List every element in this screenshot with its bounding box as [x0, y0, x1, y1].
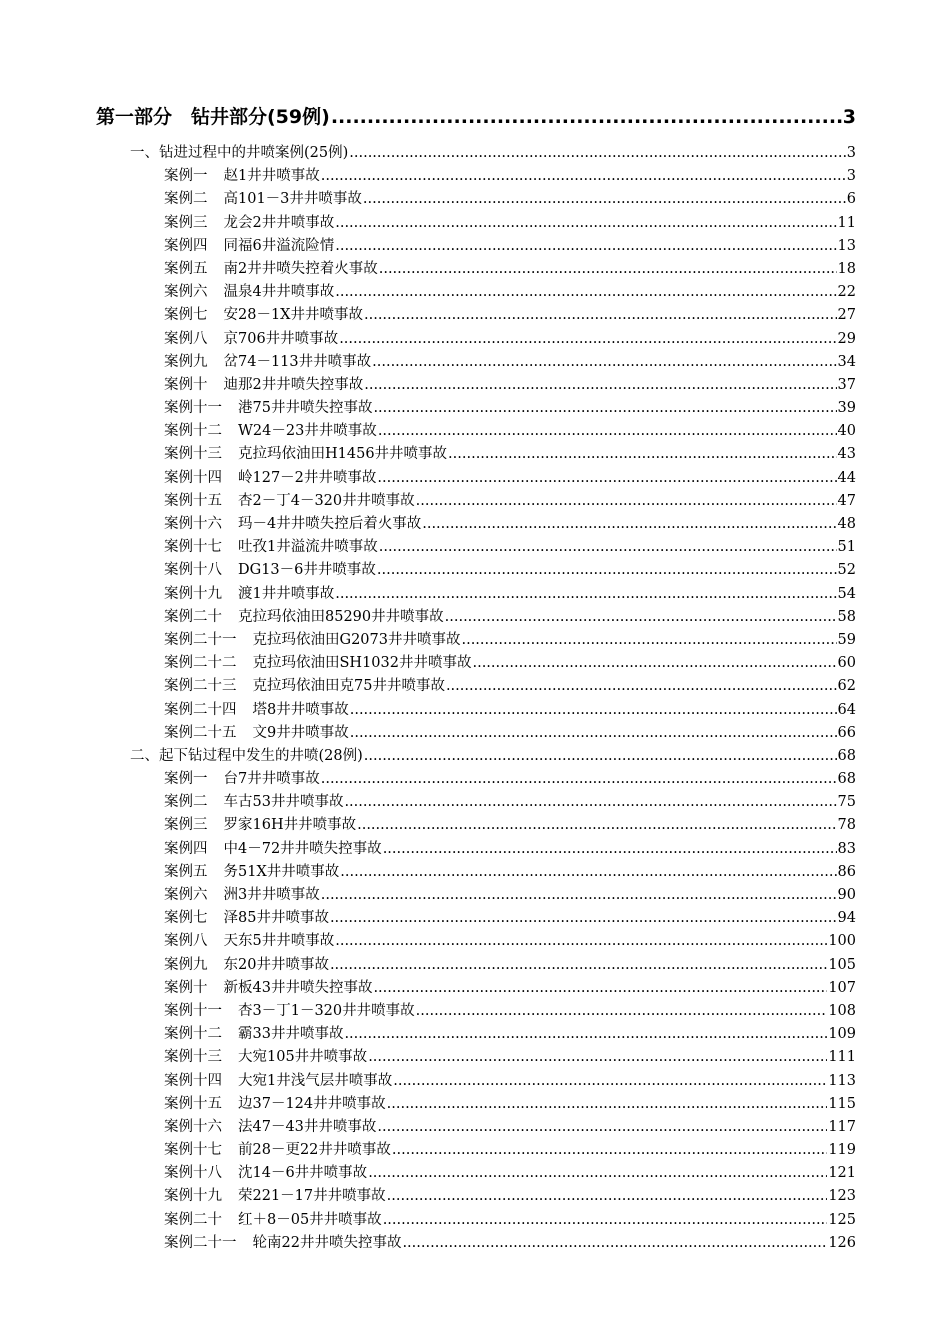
toc-case-label [164, 629, 460, 652]
toc-page-number: 60 [837, 655, 856, 672]
dot-leader [357, 814, 836, 837]
dot-leader [335, 583, 836, 606]
dot-leader [383, 1209, 828, 1232]
toc-case-number: 案例四 [164, 237, 208, 254]
toc-page-number: 113 [828, 1072, 856, 1089]
dot-leader [350, 699, 837, 722]
toc-case-label [164, 768, 320, 791]
toc-case-number: 案例二十一 [164, 1234, 237, 1251]
toc-case-entry[interactable] [96, 328, 856, 351]
toc-page-number: 75 [837, 794, 856, 811]
toc-case-label [164, 374, 363, 397]
toc-case-name: 务51X井井喷事故 [223, 863, 340, 880]
toc-case-label [164, 304, 363, 327]
toc-case-entry[interactable] [96, 1023, 856, 1046]
dot-leader [373, 977, 827, 1000]
toc-page-number: 43 [837, 446, 856, 463]
toc-case-name: 轮南22井井喷失控事故 [252, 1234, 402, 1251]
toc-case-name: 赵1井井喷事故 [223, 168, 320, 185]
toc-page-number: 44 [837, 469, 856, 486]
toc-case-number: 案例十五 [164, 492, 222, 509]
toc-case-entry[interactable] [96, 281, 856, 304]
toc-case-name: 高101－3井井喷事故 [223, 191, 362, 208]
toc-page-number: 34 [837, 353, 856, 370]
toc-case-label [164, 1139, 391, 1162]
dot-leader [387, 1185, 828, 1208]
dot-leader [363, 188, 846, 211]
toc-case-number: 案例四 [164, 840, 208, 857]
toc-case-number: 案例八 [164, 933, 208, 950]
toc-case-number: 案例九 [164, 353, 208, 370]
toc-part-label: 第一部分 钻井部分(59例) [96, 106, 330, 128]
toc-page-number: 115 [828, 1095, 856, 1112]
toc-page-number: 3 [846, 145, 856, 161]
dot-leader [368, 1046, 827, 1069]
toc-case-label [164, 188, 362, 211]
toc-case-name: 边37－124井井喷事故 [238, 1095, 386, 1112]
toc-case-name: 法47－43井井喷事故 [238, 1118, 377, 1135]
toc-case-name: 港75井井喷失控事故 [238, 400, 373, 417]
dot-leader [416, 1000, 828, 1023]
toc-case-entry[interactable] [96, 258, 856, 281]
toc-case-entry[interactable] [96, 884, 856, 907]
dot-leader [422, 513, 836, 536]
toc-page-number: 22 [837, 284, 856, 301]
toc-page-number: 48 [837, 516, 856, 532]
toc-case-name: 岭127－2井井喷事故 [238, 469, 377, 486]
toc-case-name: 塔8井井喷事故 [252, 701, 349, 718]
toc-page-number: 111 [828, 1049, 856, 1066]
toc-page-number: 52 [837, 562, 856, 579]
toc-case-name: 荣221－17井井喷事故 [238, 1188, 386, 1205]
toc-case-number: 案例七 [164, 910, 208, 927]
toc-case-entry[interactable] [96, 1070, 856, 1093]
toc-case-number: 案例十一 [164, 1002, 222, 1019]
toc-case-label [164, 328, 338, 351]
toc-case-entry[interactable] [96, 838, 856, 861]
toc-page-number: 58 [837, 608, 856, 625]
toc-case-number: 案例三 [164, 817, 208, 834]
toc-case-label [164, 1070, 392, 1093]
toc-page-number: 108 [828, 1002, 856, 1019]
toc-page-number: 51 [837, 539, 856, 556]
toc-page-number: 68 [837, 771, 856, 788]
toc-case-name: 大宛105井井喷事故 [238, 1049, 368, 1066]
toc-case-label [164, 583, 334, 606]
dot-leader [321, 165, 846, 188]
toc-case-name: 同福6井溢流险情 [223, 237, 335, 254]
toc-case-number: 案例一 [164, 168, 208, 185]
toc-case-name: 克拉玛依油田85290井井喷事故 [238, 608, 444, 625]
toc-case-label [164, 467, 376, 490]
dot-leader [344, 1023, 827, 1046]
toc-case-number: 案例十三 [164, 1049, 222, 1066]
dot-leader [416, 490, 837, 513]
toc-case-name: 杏3－丁1－320井井喷事故 [238, 1002, 415, 1019]
toc-case-entry[interactable] [96, 768, 856, 791]
toc-case-number: 案例二 [164, 794, 208, 811]
toc-page-number: 126 [828, 1234, 856, 1251]
toc-case-number: 案例十二 [164, 423, 222, 440]
toc-case-entry[interactable] [96, 722, 856, 745]
toc-case-name: DG13－6井井喷事故 [238, 562, 376, 579]
toc-case-label [164, 814, 356, 837]
toc-page-number: 68 [837, 747, 856, 764]
toc-case-entry[interactable] [96, 907, 856, 930]
toc-case-label [164, 884, 320, 907]
toc-case-entry[interactable] [96, 467, 856, 490]
toc-case-name: 大宛1井浅气层井喷事故 [238, 1072, 393, 1089]
toc-case-entry[interactable] [96, 165, 856, 188]
toc-case-entry[interactable] [96, 374, 856, 397]
toc-case-number: 案例十八 [164, 1165, 222, 1182]
toc-case-label [164, 1093, 386, 1116]
toc-case-label [164, 258, 378, 281]
dot-leader [364, 304, 837, 327]
dot-leader [448, 443, 837, 466]
toc-page-number: 13 [837, 237, 856, 254]
toc-case-name: 玛－4井井喷失控后着火事故 [238, 516, 422, 532]
toc-case-label [164, 1023, 343, 1046]
dot-leader [321, 768, 837, 791]
toc-case-name: 克拉玛依油田SH1032井井喷事故 [252, 655, 472, 672]
toc-case-label [164, 281, 334, 304]
toc-page-number: 83 [837, 840, 856, 857]
toc-case-entry[interactable] [96, 1185, 856, 1208]
toc-case-entry[interactable] [96, 304, 856, 327]
toc-page-number: 40 [837, 423, 856, 440]
toc-page-number: 27 [837, 307, 856, 324]
toc-page-number: 123 [828, 1188, 856, 1205]
toc-case-number: 案例十 [164, 376, 208, 393]
toc-page-number: 18 [837, 260, 856, 277]
toc-case-number: 案例一 [164, 771, 208, 788]
toc-case-number: 案例七 [164, 307, 208, 324]
toc-case-label [164, 351, 371, 374]
dot-leader [379, 258, 837, 281]
dot-leader [377, 1116, 827, 1139]
dot-leader [364, 745, 837, 768]
toc-case-name: 东20井井喷事故 [223, 956, 329, 973]
toc-case-name: 霸33井井喷事故 [238, 1026, 344, 1043]
dot-leader [321, 884, 837, 907]
toc-case-number: 案例八 [164, 330, 208, 347]
toc-case-number: 案例十七 [164, 539, 222, 556]
toc-case-label [164, 1046, 367, 1069]
toc-case-number: 案例二 [164, 191, 208, 208]
toc-case-label [164, 397, 372, 420]
toc-case-name: 京706井井喷事故 [223, 330, 339, 347]
toc-case-label [164, 722, 349, 745]
dot-leader [331, 102, 842, 132]
dot-leader [378, 420, 837, 443]
toc-case-number: 案例十六 [164, 1118, 222, 1135]
toc-page-number: 37 [837, 376, 856, 393]
toc-case-label [164, 791, 343, 814]
toc-case-entry[interactable] [96, 629, 856, 652]
toc-case-number: 案例五 [164, 863, 208, 880]
toc-case-label [164, 907, 329, 930]
toc-page-number: 109 [828, 1026, 856, 1043]
toc-case-number: 案例十九 [164, 1188, 222, 1205]
toc-case-label [164, 420, 377, 443]
toc-case-name: 车古53井井喷事故 [223, 794, 344, 811]
toc-case-label [164, 1209, 382, 1232]
dot-leader [330, 954, 827, 977]
toc-page-number: 125 [828, 1211, 856, 1228]
toc-case-number: 案例十 [164, 979, 208, 996]
toc-case-entry[interactable] [96, 559, 856, 582]
toc-case-label [164, 559, 376, 582]
toc-page-number: 62 [837, 678, 856, 695]
dot-leader [364, 374, 836, 397]
dot-leader [340, 861, 836, 884]
dot-leader [446, 675, 837, 698]
toc-case-label [164, 699, 349, 722]
toc-case-number: 案例十五 [164, 1095, 222, 1112]
toc-case-entry[interactable] [96, 397, 856, 420]
toc-page-number: 66 [837, 724, 856, 741]
toc-case-number: 案例十三 [164, 446, 222, 463]
toc-case-entry[interactable] [96, 583, 856, 606]
dot-leader [379, 536, 837, 559]
toc-case-label [164, 235, 334, 258]
toc-case-entry[interactable] [96, 652, 856, 675]
toc-case-number: 案例十八 [164, 562, 222, 579]
toc-case-name: 安28－1X井井喷事故 [223, 307, 363, 324]
toc-case-name: 岔74－113井井喷事故 [223, 353, 372, 370]
dot-leader [387, 1093, 828, 1116]
toc-section-title: 二、起下钻过程中发生的井喷(28例) [130, 747, 363, 764]
dot-leader [350, 722, 837, 745]
toc-case-entry[interactable] [96, 954, 856, 977]
toc-page-number: 100 [828, 933, 856, 950]
toc-case-name: 克拉玛依油田H1456井井喷事故 [238, 446, 448, 463]
toc-case-entry[interactable] [96, 930, 856, 953]
toc-case-number: 案例二十 [164, 1211, 222, 1228]
toc-case-name: 泽85井井喷事故 [223, 910, 329, 927]
toc-page-number: 39 [837, 400, 856, 417]
toc-case-number: 案例二十二 [164, 655, 237, 672]
toc-case-name: W24－23井井喷事故 [238, 423, 377, 440]
toc-case-label [164, 536, 378, 559]
toc-case-entry[interactable] [96, 235, 856, 258]
toc-body [96, 142, 856, 1255]
toc-case-entry[interactable] [96, 675, 856, 698]
toc-page-number: 3 [846, 168, 856, 185]
toc-case-label [164, 443, 447, 466]
dot-leader [344, 791, 836, 814]
toc-case-name: 克拉玛依油田G2073井井喷事故 [252, 631, 461, 648]
toc-case-number: 案例六 [164, 887, 208, 903]
toc-case-entry[interactable] [96, 1093, 856, 1116]
toc-case-entry[interactable] [96, 977, 856, 1000]
dot-leader [461, 629, 836, 652]
toc-case-number: 案例二十四 [164, 701, 237, 718]
toc-case-number: 案例十二 [164, 1026, 222, 1043]
toc-case-label [164, 652, 471, 675]
toc-case-number: 案例二十五 [164, 724, 237, 741]
dot-leader [377, 559, 837, 582]
toc-case-number: 案例十一 [164, 400, 222, 417]
toc-case-number: 案例五 [164, 260, 208, 277]
toc-page-number: 6 [846, 191, 856, 208]
toc-case-entry[interactable] [96, 1139, 856, 1162]
toc-page-number: 94 [837, 910, 856, 927]
toc-case-number: 案例二十 [164, 608, 222, 625]
toc-page-number: 105 [828, 956, 856, 973]
toc-case-label [164, 1000, 415, 1023]
toc-case-name: 天东5井井喷事故 [223, 933, 335, 950]
toc-case-name: 克拉玛依油田克75井井喷事故 [252, 678, 445, 695]
toc-case-name: 洲3井井喷事故 [223, 887, 320, 903]
toc-section-entry[interactable] [96, 142, 856, 165]
toc-page-number: 29 [837, 330, 856, 347]
toc-case-entry[interactable] [96, 606, 856, 629]
toc-page-number: 119 [828, 1142, 856, 1159]
toc-case-name: 迪那2井井喷失控事故 [223, 376, 364, 393]
toc-case-label [164, 930, 334, 953]
toc-page-number: 47 [837, 492, 856, 509]
toc-case-name: 文9井井喷事故 [252, 724, 349, 741]
toc-page-number: 78 [837, 817, 856, 834]
toc-case-name: 中4－72井井喷失控事故 [223, 840, 382, 857]
toc-page-number: 117 [828, 1118, 856, 1135]
toc-case-label [164, 490, 415, 513]
toc-case-entry[interactable] [96, 1046, 856, 1069]
toc-case-number: 案例十四 [164, 469, 222, 486]
toc-case-entry[interactable] [96, 490, 856, 513]
toc-case-name: 沈14－6井井喷事故 [238, 1165, 368, 1182]
toc-case-number: 案例九 [164, 956, 208, 973]
toc-case-entry[interactable] [96, 1116, 856, 1139]
toc-case-name: 吐孜1井溢流井喷事故 [238, 539, 378, 556]
toc-page-number: 64 [837, 701, 856, 718]
toc-case-label [164, 838, 382, 861]
dot-leader [373, 397, 836, 420]
dot-leader [472, 652, 836, 675]
toc-page-number: 3 [842, 106, 856, 128]
toc-case-entry[interactable] [96, 513, 856, 536]
dot-leader [392, 1139, 827, 1162]
toc-case-entry[interactable] [96, 814, 856, 837]
toc-case-label [164, 606, 444, 629]
toc-case-number: 案例十七 [164, 1142, 222, 1159]
toc-case-entry[interactable] [96, 1162, 856, 1185]
toc-case-entry[interactable] [96, 1000, 856, 1023]
dot-leader [372, 351, 836, 374]
toc-case-number: 案例三 [164, 214, 208, 231]
toc-case-label [164, 513, 421, 536]
toc-section-title: 一、钻进过程中的井喷案例(25例) [130, 145, 349, 161]
toc-case-name: 渡1井井喷事故 [238, 585, 335, 602]
dot-leader [335, 212, 836, 235]
toc-case-name: 前28－更22井井喷事故 [238, 1142, 391, 1159]
toc-case-number: 案例十六 [164, 516, 222, 532]
toc-case-entry[interactable] [96, 212, 856, 235]
toc-case-name: 龙会2井井喷事故 [223, 214, 335, 231]
toc-case-number: 案例十四 [164, 1072, 222, 1089]
toc-section-entry[interactable] [96, 745, 856, 768]
toc-case-entry[interactable] [96, 188, 856, 211]
toc-case-label [164, 675, 445, 698]
toc-part-heading[interactable] [96, 102, 856, 132]
toc-case-name: 台7井井喷事故 [223, 771, 320, 788]
toc-case-entry[interactable] [96, 861, 856, 884]
toc-page-number: 121 [828, 1165, 856, 1182]
toc-case-entry[interactable] [96, 1209, 856, 1232]
dot-leader [377, 467, 836, 490]
dot-leader [383, 838, 837, 861]
toc-case-name: 杏2－丁4－320井井喷事故 [238, 492, 415, 509]
toc-case-label [164, 165, 320, 188]
toc-case-name: 南2井井喷失控着火事故 [223, 260, 378, 277]
toc-case-name: 罗家16H井井喷事故 [223, 817, 357, 834]
toc-case-label [164, 1232, 401, 1255]
toc-case-name: 新板43井井喷失控事故 [223, 979, 373, 996]
toc-case-entry[interactable] [96, 420, 856, 443]
dot-leader [368, 1162, 827, 1185]
toc-case-entry[interactable] [96, 351, 856, 374]
toc-case-entry[interactable] [96, 699, 856, 722]
toc-case-label [164, 1162, 367, 1185]
toc-page-number: 86 [837, 863, 856, 880]
toc-case-entry[interactable] [96, 791, 856, 814]
dot-leader [335, 235, 836, 258]
toc-case-number: 案例六 [164, 284, 208, 301]
toc-case-number: 案例二十一 [164, 631, 237, 648]
toc-case-label [164, 977, 372, 1000]
toc-case-label [164, 1185, 386, 1208]
dot-leader [445, 606, 837, 629]
dot-leader [349, 142, 846, 165]
toc-case-entry[interactable] [96, 536, 856, 559]
dot-leader [393, 1070, 827, 1093]
toc-page-number: 54 [837, 585, 856, 602]
table-of-contents [96, 102, 856, 1255]
toc-case-number: 案例十九 [164, 585, 222, 602]
toc-case-label [164, 212, 334, 235]
toc-page-number: 90 [837, 887, 856, 903]
toc-case-label [164, 954, 329, 977]
toc-case-name: 红＋8－05井井喷事故 [238, 1211, 382, 1228]
toc-case-entry[interactable] [96, 1232, 856, 1255]
toc-page-number: 107 [828, 979, 856, 996]
dot-leader [402, 1232, 827, 1255]
toc-page-number: 11 [837, 214, 856, 231]
dot-leader [335, 281, 836, 304]
toc-case-entry[interactable] [96, 443, 856, 466]
toc-case-label [164, 861, 339, 884]
dot-leader [335, 930, 827, 953]
toc-page-number: 59 [837, 631, 856, 648]
toc-case-name: 温泉4井井喷事故 [223, 284, 335, 301]
dot-leader [339, 328, 836, 351]
dot-leader [330, 907, 837, 930]
toc-case-label [164, 1116, 376, 1139]
toc-case-number: 案例二十三 [164, 678, 237, 695]
